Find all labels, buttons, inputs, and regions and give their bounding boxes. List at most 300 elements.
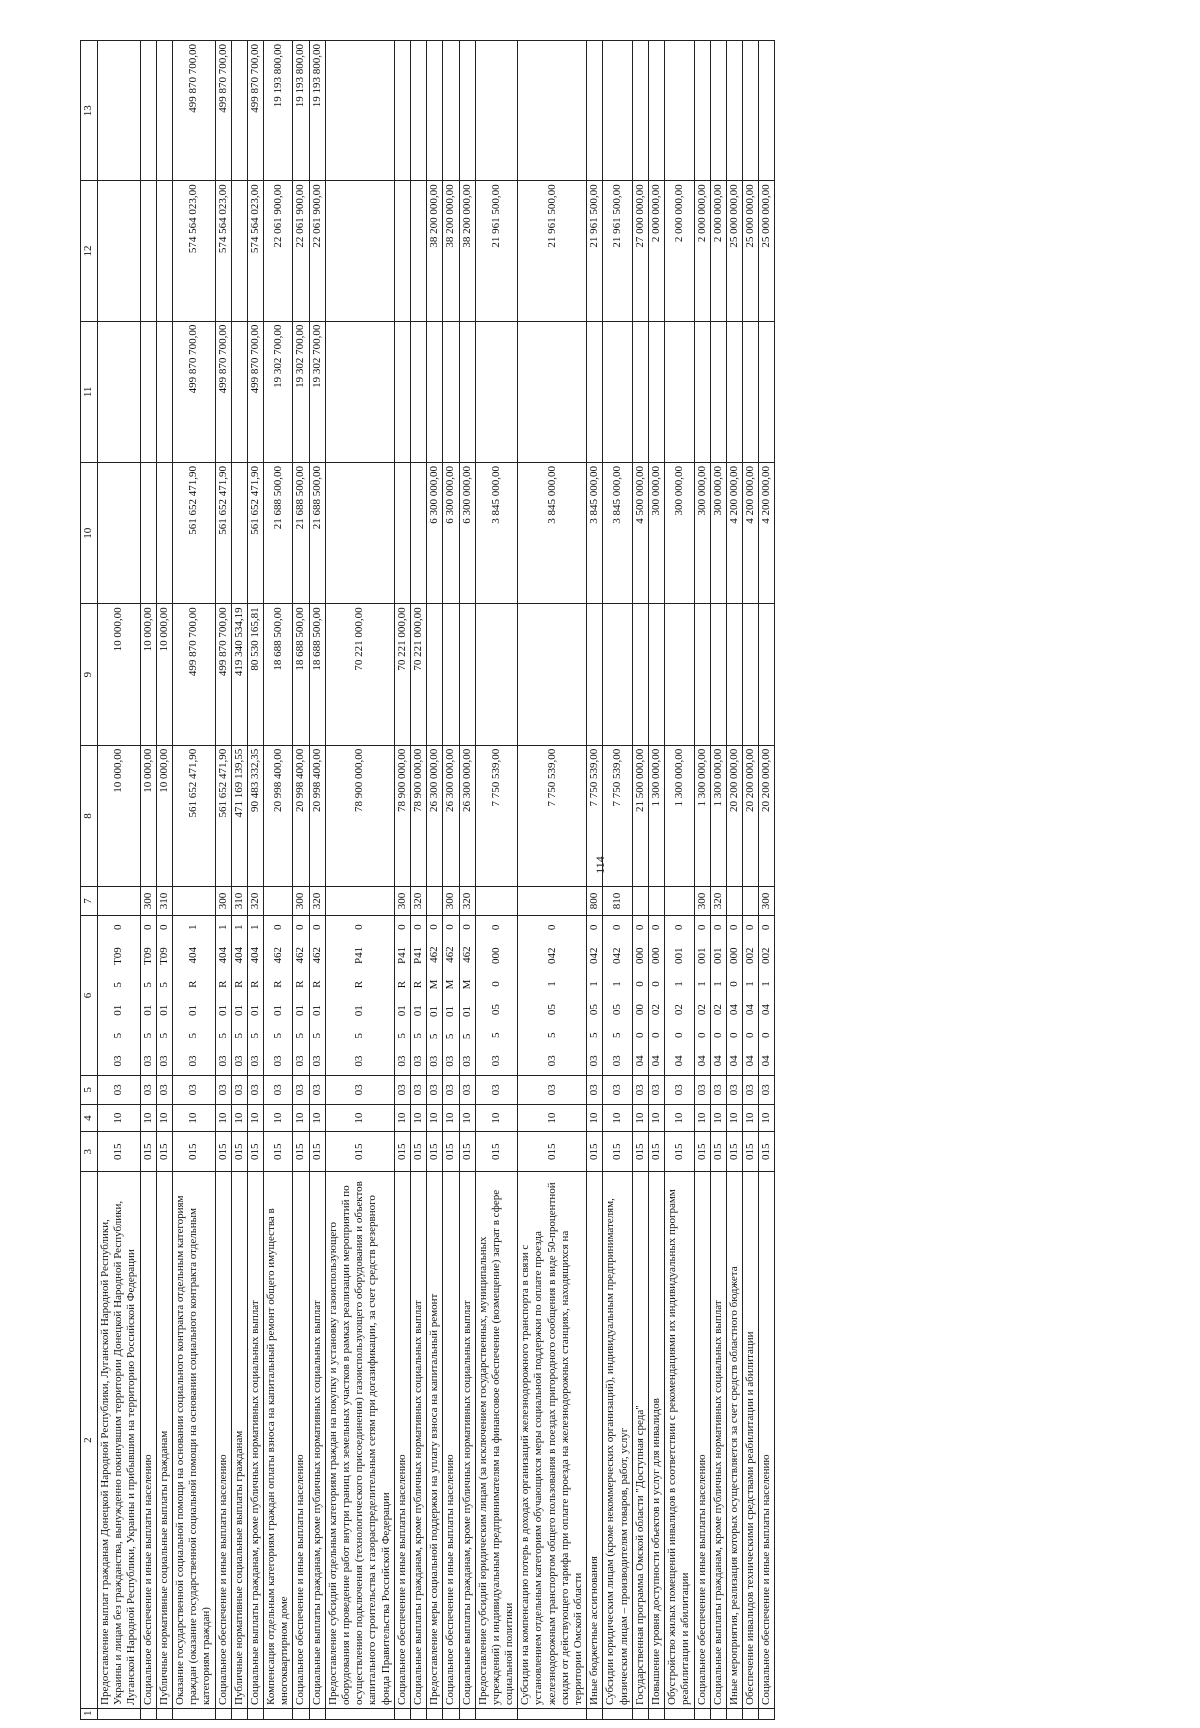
code-part: R (187, 980, 200, 988)
code-part: 03 (395, 1055, 408, 1067)
budget-table (80, 40, 775, 1720)
amount-col-10: 300 000,00 (694, 463, 710, 604)
amount-col-9: 10 000,00 (156, 604, 172, 745)
amount-col-13 (726, 41, 742, 181)
amount-col-10: 4 200 000,00 (726, 463, 742, 604)
amount-col-12: 38 200 000,00 (443, 181, 459, 321)
target-article-code (710, 915, 726, 1075)
table-row (759, 41, 775, 1720)
amount-col-9: 419 340 534,19 (231, 604, 247, 745)
expense-type-code: 320 (710, 887, 726, 916)
amount-col-11 (648, 321, 664, 462)
amount-col-13: 499 870 700,00 (215, 41, 231, 181)
amount-col-13 (759, 41, 775, 181)
target-article-code (247, 915, 263, 1075)
code-part: 02 (649, 1004, 662, 1016)
code-part: 04 (633, 1055, 646, 1067)
subsection-code: 03 (427, 1076, 443, 1105)
target-article-code (140, 915, 156, 1075)
amount-col-10: 3 845 000,00 (518, 463, 587, 604)
subsection-code: 03 (293, 1076, 309, 1105)
amount-col-12: 21 961 500,00 (587, 181, 603, 321)
target-article-code (156, 915, 172, 1075)
amount-col-9 (648, 604, 664, 745)
expense-type-code (665, 887, 694, 916)
amount-col-8: 26 300 000,00 (459, 745, 475, 886)
column-header-5: 5 (81, 1076, 98, 1105)
code-part: 0 (744, 1032, 757, 1039)
expense-type-code: 320 (410, 887, 426, 916)
amount-col-12 (325, 181, 394, 321)
amount-col-12 (156, 181, 172, 321)
code-part: 0 (672, 924, 685, 931)
amount-col-11 (231, 321, 247, 462)
code-part: 0 (633, 924, 646, 931)
code-part: 5 (248, 1032, 261, 1039)
code-part: 002 (760, 947, 773, 964)
ministry-code: 015 (172, 1132, 215, 1172)
code-part: 0 (411, 924, 424, 930)
table-row (215, 41, 231, 1720)
column-header-10: 10 (81, 463, 98, 604)
code-part: 05 (489, 1004, 502, 1016)
code-part: 5 (444, 1033, 457, 1040)
code-part: Р41 (353, 946, 366, 964)
amount-col-11 (394, 321, 410, 462)
amount-col-13 (394, 41, 410, 181)
section-code: 10 (694, 1104, 710, 1132)
code-part: 0 (353, 924, 366, 930)
column-header-1: 1 (81, 1708, 98, 1719)
code-part: 0 (695, 924, 708, 931)
amount-col-13 (410, 41, 426, 181)
amount-col-13: 19 193 800,00 (293, 41, 309, 181)
code-part: 5 (141, 982, 154, 988)
target-article-code (394, 915, 410, 1075)
column-header-4: 4 (81, 1104, 98, 1132)
amount-col-8: 20 998 400,00 (309, 745, 325, 886)
amount-col-8: 20 200 000,00 (759, 745, 775, 886)
page-number: 114 (593, 856, 607, 874)
subsection-code: 03 (325, 1076, 394, 1105)
code-part: 462 (310, 947, 323, 964)
row-name: Повышение уровня доступности объектов и услуг для инвалидов (648, 1172, 664, 1709)
target-article-code (603, 915, 632, 1075)
amount-col-12: 38 200 000,00 (427, 181, 443, 321)
code-part: 1 (695, 981, 708, 987)
amount-col-12: 27 000 000,00 (632, 181, 648, 321)
table-body (98, 41, 775, 1720)
code-part: 01 (428, 1005, 441, 1017)
amount-col-11: 499 870 700,00 (215, 321, 231, 462)
code-part: 5 (588, 1032, 601, 1039)
target-article-code (459, 915, 475, 1075)
code-part: 404 (232, 947, 245, 964)
row-marker-cell (231, 1708, 247, 1719)
section-code: 10 (427, 1104, 443, 1132)
section-code: 10 (231, 1104, 247, 1132)
code-part: 01 (157, 1004, 170, 1016)
row-name: Государственная программа Омской области "Доступная среда" (632, 1172, 648, 1709)
ministry-code: 015 (603, 1132, 632, 1172)
amount-col-9: 499 870 700,00 (215, 604, 231, 745)
ministry-code: 015 (710, 1132, 726, 1172)
subsection-code: 03 (264, 1076, 293, 1105)
column-header-13: 13 (81, 41, 98, 181)
amount-col-12 (98, 181, 141, 321)
table-row (518, 41, 587, 1720)
code-part: 0 (711, 924, 724, 931)
code-part: 03 (216, 1055, 229, 1067)
row-marker-cell (587, 1708, 603, 1719)
code-part: 5 (187, 1032, 200, 1039)
target-article-code (665, 915, 694, 1075)
ministry-code: 015 (215, 1132, 231, 1172)
amount-col-10 (140, 463, 156, 604)
table-row (264, 41, 293, 1720)
code-part: 0 (727, 981, 740, 987)
ministry-code: 015 (156, 1132, 172, 1172)
ministry-code: 015 (309, 1132, 325, 1172)
amount-col-8: 7 750 539,00 (603, 745, 632, 886)
code-part: 00 (633, 1004, 646, 1016)
row-marker-cell (648, 1708, 664, 1719)
table-row (172, 41, 215, 1720)
subsection-code: 03 (632, 1076, 648, 1105)
amount-col-8: 7 750 539,00 (587, 745, 603, 886)
row-marker-cell (410, 1708, 426, 1719)
column-header-7: 7 (81, 887, 98, 916)
target-article-code (475, 915, 518, 1075)
amount-col-8: 1 300 000,00 (648, 745, 664, 886)
amount-col-12: 2 000 000,00 (694, 181, 710, 321)
section-code: 10 (459, 1104, 475, 1132)
code-part: 5 (271, 1032, 284, 1039)
amount-col-10 (325, 463, 394, 604)
code-part: 5 (294, 1032, 307, 1039)
amount-col-8: 7 750 539,00 (475, 745, 518, 886)
row-marker-cell (743, 1708, 759, 1719)
code-part: 5 (411, 1033, 424, 1039)
table-row (98, 41, 141, 1720)
expense-type-code: 320 (309, 887, 325, 916)
code-part: 0 (444, 924, 457, 930)
section-code: 10 (587, 1104, 603, 1132)
amount-col-11 (443, 321, 459, 462)
amount-col-12: 2 000 000,00 (665, 181, 694, 321)
row-name: Социальное обеспечение и иные выплаты населению (759, 1172, 775, 1709)
row-marker-cell (632, 1708, 648, 1719)
row-marker-cell (325, 1708, 394, 1719)
row-name: Предоставление субсидий юридическим лицам (за исключением государственных, муниципальных учреждений) и индивидуальным предпринимателям на финансовое обеспечение (возмещение) затрат в сфере социальной политики (475, 1172, 518, 1709)
ministry-code: 015 (325, 1132, 394, 1172)
column-header-11: 11 (81, 321, 98, 462)
section-code: 10 (247, 1104, 263, 1132)
code-part: R (248, 980, 261, 988)
code-part: 000 (649, 947, 662, 964)
expense-type-code (98, 887, 141, 916)
code-part: 01 (294, 1004, 307, 1016)
section-code: 10 (603, 1104, 632, 1132)
amount-col-12 (410, 181, 426, 321)
section-code: 10 (309, 1104, 325, 1132)
section-code: 10 (665, 1104, 694, 1132)
amount-col-10: 6 300 000,00 (459, 463, 475, 604)
row-marker-cell (518, 1708, 587, 1719)
row-name: Социальное обеспечение и иные выплаты населению (443, 1172, 459, 1709)
row-marker-cell (394, 1708, 410, 1719)
amount-col-12: 22 061 900,00 (309, 181, 325, 321)
ministry-code: 015 (743, 1132, 759, 1172)
section-code: 10 (394, 1104, 410, 1132)
expense-type-code: 300 (443, 887, 459, 916)
amount-col-10 (156, 463, 172, 604)
row-name: Оказание государственной социальной помощи на основании социального контракта отдельным категориям граждан (оказание государственной социальной помощи на основании социального контракта отдельным категориям граждан) (172, 1172, 215, 1709)
expense-type-code (475, 887, 518, 916)
code-part: 0 (633, 981, 646, 987)
expense-type-code (172, 887, 215, 916)
code-part: 0 (760, 924, 773, 931)
column-header-row (81, 41, 98, 1720)
code-part: 1 (672, 981, 685, 987)
amount-col-13 (694, 41, 710, 181)
ministry-code: 015 (140, 1132, 156, 1172)
amount-col-13 (427, 41, 443, 181)
row-name: Социальные выплаты гражданам, кроме публичных нормативных социальных выплат (309, 1172, 325, 1709)
code-part: 01 (271, 1004, 284, 1016)
table-row (726, 41, 742, 1720)
code-part: 03 (444, 1055, 457, 1067)
code-part: 1 (760, 981, 773, 987)
amount-col-11: 19 302 700,00 (264, 321, 293, 462)
amount-col-10: 3 845 000,00 (603, 463, 632, 604)
code-part: 01 (187, 1004, 200, 1016)
code-part: 462 (460, 946, 473, 963)
target-article-code (443, 915, 459, 1075)
table-row (603, 41, 632, 1720)
code-part: R (395, 980, 408, 989)
column-header-3: 3 (81, 1132, 98, 1172)
row-marker-cell (156, 1708, 172, 1719)
row-name: Предоставление субсидий отдельным категориям граждан на покупку и установку газоиспользующего оборудования и проведение работ внутри границ их земельных участков в рамках реализации мероприятий по осуществлению подключения (технологического присоединения) газоиспользующего оборудования и объектов капитального строительства к газораспределительным сетям при догазификации, за счет средств резервного фонда Правительства Российской Федерации (325, 1172, 394, 1709)
code-part: 01 (248, 1004, 261, 1016)
amount-col-13: 19 193 800,00 (309, 41, 325, 181)
code-part: 0 (695, 1032, 708, 1039)
target-article-code (231, 915, 247, 1075)
amount-col-9: 18 688 500,00 (293, 604, 309, 745)
code-part: 1 (588, 981, 601, 987)
subsection-code: 03 (459, 1076, 475, 1105)
code-part: 05 (610, 1004, 623, 1016)
section-code: 10 (710, 1104, 726, 1132)
code-part: 0 (760, 1032, 773, 1039)
amount-col-10: 4 500 000,00 (632, 463, 648, 604)
amount-col-12: 2 000 000,00 (710, 181, 726, 321)
amount-col-9: 18 688 500,00 (309, 604, 325, 745)
section-code: 10 (264, 1104, 293, 1132)
subsection-code: 03 (410, 1076, 426, 1105)
code-part: 04 (727, 1004, 740, 1016)
amount-col-12: 25 000 000,00 (743, 181, 759, 321)
subsection-code: 03 (443, 1076, 459, 1105)
row-marker-cell (293, 1708, 309, 1719)
table-row (694, 41, 710, 1720)
row-marker-cell (710, 1708, 726, 1719)
amount-col-10: 3 845 000,00 (587, 463, 603, 604)
amount-col-9 (665, 604, 694, 745)
target-article-code (325, 915, 394, 1075)
amount-col-10: 4 200 000,00 (759, 463, 775, 604)
amount-col-8: 10 000,00 (98, 745, 141, 886)
code-part: 404 (216, 947, 229, 964)
expense-type-code: 300 (140, 887, 156, 916)
amount-col-8: 1 300 000,00 (710, 745, 726, 886)
code-part: 03 (232, 1055, 245, 1067)
subsection-code: 03 (694, 1076, 710, 1105)
amount-col-9 (475, 604, 518, 745)
subsection-code: 03 (665, 1076, 694, 1105)
expense-type-code: 300 (215, 887, 231, 916)
code-part: 5 (610, 1032, 623, 1039)
amount-col-13 (140, 41, 156, 181)
amount-col-11 (475, 321, 518, 462)
amount-col-10: 6 300 000,00 (443, 463, 459, 604)
column-header-8: 8 (81, 745, 98, 886)
amount-col-9: 70 221 000,00 (325, 604, 394, 745)
code-part: R (232, 980, 245, 988)
subsection-code: 03 (710, 1076, 726, 1105)
code-part: 03 (610, 1055, 623, 1067)
code-part: R (310, 980, 323, 988)
code-part: 03 (588, 1055, 601, 1067)
column-header-2: 2 (81, 1172, 98, 1709)
code-part: 0 (727, 1032, 740, 1039)
amount-col-11 (603, 321, 632, 462)
amount-col-11 (694, 321, 710, 462)
code-part: 5 (216, 1032, 229, 1039)
expense-type-code: 310 (231, 887, 247, 916)
amount-col-13 (648, 41, 664, 181)
amount-col-13 (231, 41, 247, 181)
amount-col-13 (603, 41, 632, 181)
row-name: Предоставление меры социальной поддержки на уплату взноса на капитальный ремонт (427, 1172, 443, 1709)
row-name: Социальное обеспечение и иные выплаты населению (394, 1172, 410, 1709)
target-article-code (98, 915, 141, 1075)
row-marker-cell (140, 1708, 156, 1719)
section-code: 10 (475, 1104, 518, 1132)
amount-col-11: 499 870 700,00 (172, 321, 215, 462)
code-part: 001 (695, 947, 708, 964)
code-part: 03 (112, 1055, 125, 1067)
amount-col-9 (726, 604, 742, 745)
code-part: 462 (271, 947, 284, 964)
ministry-code: 015 (459, 1132, 475, 1172)
code-part: 03 (428, 1055, 441, 1067)
table-row (325, 41, 394, 1720)
subsection-code: 03 (394, 1076, 410, 1105)
code-part: 01 (232, 1004, 245, 1016)
amount-col-12: 25 000 000,00 (726, 181, 742, 321)
amount-col-8: 10 000,00 (156, 745, 172, 886)
table-row (743, 41, 759, 1720)
amount-col-9: 499 870 700,00 (172, 604, 215, 745)
amount-col-11 (665, 321, 694, 462)
ministry-code: 015 (231, 1132, 247, 1172)
code-part: 5 (489, 1032, 502, 1039)
amount-col-10: 561 652 471,90 (247, 463, 263, 604)
amount-col-8: 26 300 000,00 (427, 745, 443, 886)
table-row (140, 41, 156, 1720)
amount-col-8: 78 900 000,00 (325, 745, 394, 886)
ministry-code: 015 (475, 1132, 518, 1172)
code-part: 0 (271, 924, 284, 930)
code-part: 0 (460, 924, 473, 930)
code-part: 01 (353, 1005, 366, 1017)
amount-col-13 (518, 41, 587, 181)
amount-col-13: 499 870 700,00 (172, 41, 215, 181)
row-name: Компенсация отдельным категориям граждан оплаты взноса на капитальный ремонт общего имущества в многоквартирном доме (264, 1172, 293, 1709)
amount-col-11 (156, 321, 172, 462)
table-row (410, 41, 426, 1720)
target-article-code (694, 915, 710, 1075)
budget-table-sheet (80, 40, 1200, 1720)
amount-col-10 (231, 463, 247, 604)
amount-col-11 (587, 321, 603, 462)
amount-col-12: 21 961 500,00 (475, 181, 518, 321)
code-part: 1 (216, 924, 229, 930)
subsection-code: 03 (587, 1076, 603, 1105)
row-name: Публичные нормативные социальные выплаты гражданам (231, 1172, 247, 1709)
amount-col-11 (410, 321, 426, 462)
amount-col-13 (587, 41, 603, 181)
expense-type-code (726, 887, 742, 916)
amount-col-13 (743, 41, 759, 181)
amount-col-10: 300 000,00 (710, 463, 726, 604)
section-code: 10 (632, 1104, 648, 1132)
section-code: 10 (648, 1104, 664, 1132)
table-row (309, 41, 325, 1720)
code-part: 001 (711, 947, 724, 964)
amount-col-13 (475, 41, 518, 181)
amount-col-9: 18 688 500,00 (264, 604, 293, 745)
row-name: Социальное обеспечение и иные выплаты населению (293, 1172, 309, 1709)
row-name: Социальные выплаты гражданам, кроме публичных нормативных социальных выплат (710, 1172, 726, 1709)
code-part: 03 (157, 1055, 170, 1067)
code-part: R (271, 980, 284, 988)
row-name: Обеспечение инвалидов техническими средствами реабилитации и абилитации (743, 1172, 759, 1709)
code-part: 02 (695, 1004, 708, 1016)
amount-col-12: 22 061 900,00 (293, 181, 309, 321)
amount-col-10: 6 300 000,00 (427, 463, 443, 604)
code-part: 5 (428, 1033, 441, 1040)
code-part: 04 (649, 1055, 662, 1067)
code-part: 1 (545, 981, 558, 987)
row-name: Субсидии на компенсацию потерь в доходах организаций железнодорожного транспорта в связи с установлением отдельным категориям обучающихся меры социальной поддержки по оплате проезда железнодорожным транспортом общего пользования в поездах пригородного сообщения в виде 50-процентной скидки от действующего тарифа при оплате проезда на железнодорожных станциях, находящихся на территории Омской области (518, 1172, 587, 1709)
code-part: 1 (744, 981, 757, 987)
amount-col-10: 561 652 471,90 (172, 463, 215, 604)
row-marker-cell (309, 1708, 325, 1719)
code-part: 404 (187, 947, 200, 964)
code-part: 0 (112, 924, 125, 931)
amount-col-10 (98, 463, 141, 604)
amount-col-13 (443, 41, 459, 181)
code-part: 462 (444, 946, 457, 963)
amount-col-12: 21 961 500,00 (518, 181, 587, 321)
code-part: 0 (545, 924, 558, 931)
amount-col-8: 561 652 471,90 (215, 745, 231, 886)
amount-col-12: 38 200 000,00 (459, 181, 475, 321)
row-marker-cell (443, 1708, 459, 1719)
